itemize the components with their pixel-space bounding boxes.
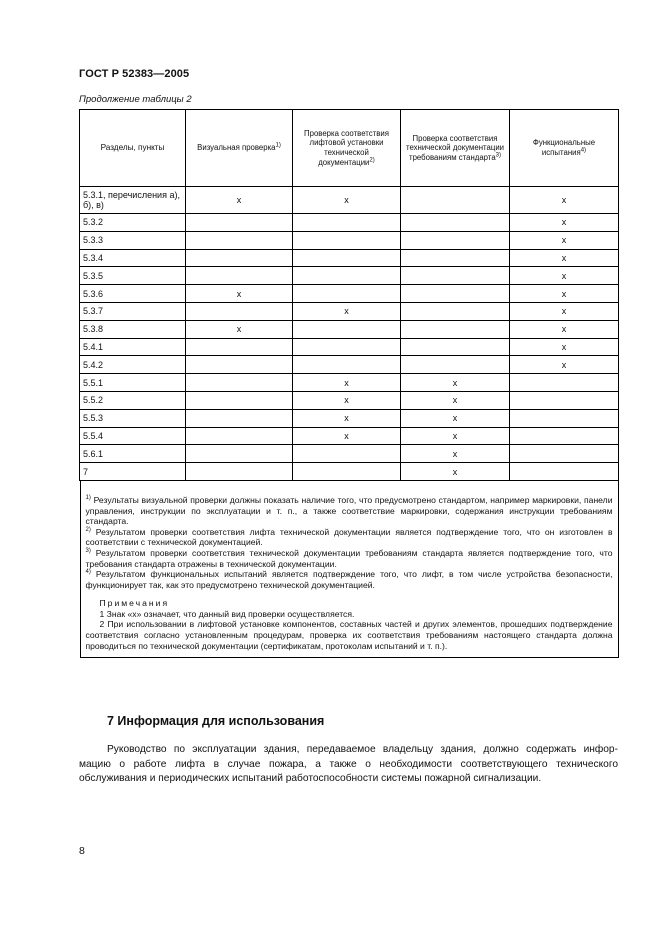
table-row bbox=[80, 285, 619, 303]
row-mark: x bbox=[510, 320, 619, 338]
table-row bbox=[80, 320, 619, 338]
row-mark: x bbox=[401, 409, 510, 427]
row-mark: x bbox=[186, 320, 293, 338]
column-header-installation-docs: Проверка соответствия лифтовой установки технической документации$^{2)}$ bbox=[293, 110, 401, 187]
row-mark bbox=[401, 267, 510, 285]
row-label: 5.4.2 bbox=[80, 356, 186, 374]
row-label: 5.5.4 bbox=[80, 427, 186, 445]
row-mark: x bbox=[510, 356, 619, 374]
row-label: 5.3.6 bbox=[80, 285, 186, 303]
row-mark bbox=[401, 249, 510, 267]
page-number: 8 bbox=[79, 845, 85, 857]
row-mark: x bbox=[293, 374, 401, 392]
row-mark bbox=[186, 409, 293, 427]
row-label: 5.3.4 bbox=[80, 249, 186, 267]
table-row bbox=[80, 374, 619, 392]
section-paragraph bbox=[79, 743, 618, 787]
row-mark bbox=[293, 267, 401, 285]
notes-title: Примечания bbox=[99, 598, 170, 609]
row-mark: x bbox=[401, 391, 510, 409]
row-mark: x bbox=[510, 187, 619, 214]
row-mark bbox=[186, 338, 293, 356]
inspection-table bbox=[79, 109, 619, 658]
row-label: 5.3.7 bbox=[80, 302, 186, 320]
row-mark bbox=[293, 320, 401, 338]
table-notes bbox=[80, 481, 619, 658]
table-header-row bbox=[80, 110, 619, 187]
paragraph-line-1: Руководство по эксплуатации здания, передаваемое владельцу здания, должно содержать инфор- bbox=[107, 744, 618, 755]
row-mark bbox=[293, 445, 401, 463]
row-mark bbox=[186, 231, 293, 249]
row-mark: x bbox=[510, 302, 619, 320]
row-mark bbox=[401, 285, 510, 303]
row-mark: x bbox=[510, 214, 619, 232]
row-mark bbox=[293, 231, 401, 249]
row-mark: x bbox=[293, 391, 401, 409]
column-header-functional: Функциональные испытания$^{4)}$ bbox=[510, 110, 619, 187]
row-mark bbox=[401, 187, 510, 214]
row-mark: x bbox=[401, 445, 510, 463]
row-mark bbox=[293, 356, 401, 374]
document-header-title: ГОСТ Р 52383—2005 bbox=[79, 68, 190, 80]
row-mark: x bbox=[401, 374, 510, 392]
row-mark bbox=[401, 356, 510, 374]
paragraph-line-2: мацию о работе лифта в случае пожара, а также о необходимости соответствующего технического bbox=[79, 758, 618, 770]
row-mark bbox=[186, 391, 293, 409]
row-mark bbox=[401, 320, 510, 338]
row-mark bbox=[510, 445, 619, 463]
row-mark bbox=[186, 463, 293, 481]
table-row bbox=[80, 409, 619, 427]
row-mark bbox=[401, 231, 510, 249]
column-header-docs-standard: Проверка соответствия технической документации требованиям стандарта$^{3)}$ bbox=[401, 110, 510, 187]
row-mark: x bbox=[293, 409, 401, 427]
table-notes-row bbox=[80, 480, 619, 658]
row-mark bbox=[293, 285, 401, 303]
column-header-visual: Визуальная проверка$^{1)}$ bbox=[186, 110, 293, 187]
row-mark bbox=[510, 463, 619, 481]
row-mark bbox=[401, 302, 510, 320]
row-label: 5.4.1 bbox=[80, 338, 186, 356]
row-mark bbox=[186, 356, 293, 374]
row-mark bbox=[186, 374, 293, 392]
column-header-sections: Разделы, пункты bbox=[80, 110, 186, 187]
table-row bbox=[80, 463, 619, 481]
row-label: 5.3.1, перечисления а), б), в) bbox=[80, 187, 186, 214]
row-mark bbox=[401, 338, 510, 356]
table-row bbox=[80, 267, 619, 285]
paragraph-line-3: обслуживания и периодических испытаний работоспособности системы пожарной сигнализации. bbox=[79, 773, 542, 784]
table-row bbox=[80, 356, 619, 374]
section-title: 7 Информация для использования bbox=[107, 714, 325, 728]
row-mark bbox=[401, 214, 510, 232]
row-mark bbox=[293, 463, 401, 481]
footnote-4: $^{4)}$ Результатом функциональных испытаний является подтверждение того, что лифт, в том числе устройства безопасности, функционирует так, как это предусмотрено технической документацией. bbox=[85, 569, 613, 590]
row-mark: x bbox=[510, 231, 619, 249]
row-label: 5.3.8 bbox=[80, 320, 186, 338]
footnote-1: $^{1)}$ Результаты визуальной проверки должны показать наличие того, что предусмотрено стандартом, например маркировки, панели управления, инструкции по эксплуатации и т. п., а также соответствие маркировки, содержания инструкции требованиям стандарта. bbox=[85, 494, 613, 527]
table-row bbox=[80, 249, 619, 267]
row-mark: x bbox=[293, 302, 401, 320]
row-mark bbox=[186, 445, 293, 463]
row-mark: x bbox=[510, 249, 619, 267]
row-mark bbox=[293, 214, 401, 232]
row-label: 5.5.2 bbox=[80, 391, 186, 409]
table-row bbox=[80, 338, 619, 356]
row-label: 5.3.2 bbox=[80, 214, 186, 232]
row-mark: x bbox=[186, 285, 293, 303]
table-caption: Продолжение таблицы 2 bbox=[79, 94, 192, 105]
row-mark bbox=[186, 214, 293, 232]
row-mark: x bbox=[401, 463, 510, 481]
row-mark bbox=[510, 374, 619, 392]
footnote-3: $^{3)}$ Результатом проверки соответствия технической документации требованиям стандарта является подтверждение того, что требования стандарта отражены в технической документации. bbox=[85, 547, 613, 569]
table-row bbox=[80, 445, 619, 463]
row-label: 5.6.1 bbox=[80, 445, 186, 463]
row-mark bbox=[186, 249, 293, 267]
row-mark bbox=[293, 249, 401, 267]
table-row bbox=[80, 302, 619, 320]
row-mark: x bbox=[293, 187, 401, 214]
note-2: 2 При использовании в лифтовой установке компонентов, составных частей и других элементов, прошедших подтверждение соответствия согласно установленным процедурам, проверка их соответствия требованиям настоящего стандарта должна проводиться по технической документации (сертификатам, протоколам испытаний и т. п.). bbox=[85, 619, 613, 651]
table-row bbox=[80, 427, 619, 445]
row-mark: x bbox=[186, 187, 293, 214]
row-mark: x bbox=[401, 427, 510, 445]
table-row bbox=[80, 231, 619, 249]
row-mark bbox=[510, 427, 619, 445]
table-row bbox=[80, 214, 619, 232]
note-1: 1 Знак «х» означает, что данный вид проверки осуществляется. bbox=[99, 608, 355, 619]
row-label: 5.3.3 bbox=[80, 231, 186, 249]
row-mark bbox=[186, 302, 293, 320]
row-mark bbox=[510, 391, 619, 409]
row-mark bbox=[186, 267, 293, 285]
row-label: 5.5.1 bbox=[80, 374, 186, 392]
row-label: 5.5.3 bbox=[80, 409, 186, 427]
row-mark: x bbox=[510, 285, 619, 303]
row-mark bbox=[510, 409, 619, 427]
row-label: 5.3.5 bbox=[80, 267, 186, 285]
footnote-2: $^{2)}$ Результатом проверки соответствия лифта технической документации является подтверждение того, что он изготовлен в соответствии с технической документацией. bbox=[85, 526, 613, 548]
table-row bbox=[80, 391, 619, 409]
row-mark bbox=[293, 338, 401, 356]
row-mark: x bbox=[293, 427, 401, 445]
table-row bbox=[80, 187, 619, 214]
row-mark bbox=[186, 427, 293, 445]
row-label: 7 bbox=[80, 463, 186, 481]
row-mark: x bbox=[510, 267, 619, 285]
row-mark: x bbox=[510, 338, 619, 356]
